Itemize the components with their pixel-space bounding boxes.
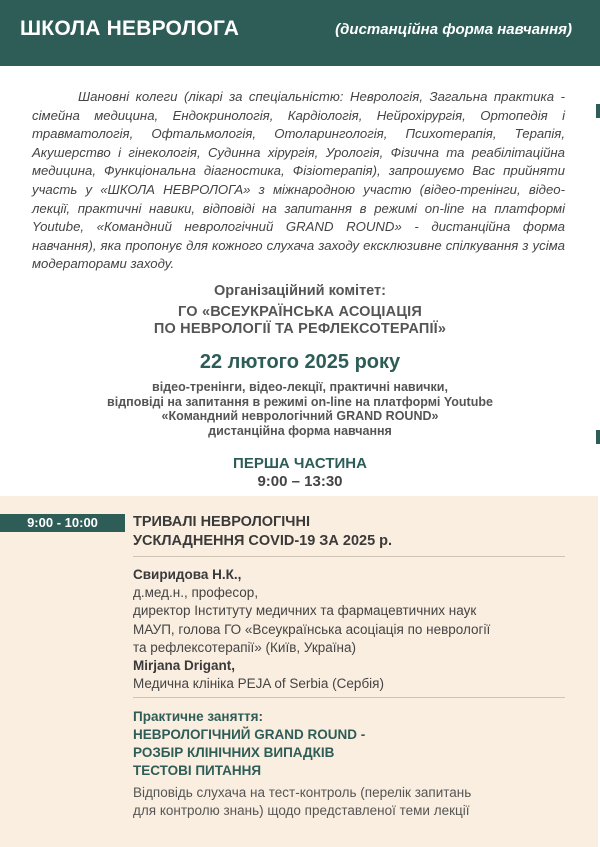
event-details: [0, 380, 600, 438]
organizer-name: [0, 304, 600, 338]
page-subtitle: (дистанційна форма навчання): [335, 21, 572, 38]
speaker-name: Свиридова Н.К.,: [133, 567, 242, 582]
part-time: 9:00 – 13:30: [257, 473, 343, 490]
event-detail-line: дистанційна форма навчання: [208, 423, 392, 438]
part-title: ПЕРША ЧАСТИНА: [233, 455, 367, 472]
speaker-info-line: та рефлексотерапії» (Київ, Україна): [133, 639, 356, 655]
divider: [133, 697, 565, 698]
speaker-info-line: д.мед.н., професор,: [133, 585, 259, 601]
event-detail-line: відео-тренінги, відео-лекції, практичні навички,: [152, 380, 448, 394]
practical-title-line: НЕВРОЛОГІЧНИЙ GRAND ROUND -: [133, 727, 366, 742]
header-bar: [0, 0, 600, 66]
speaker-list: [133, 566, 573, 693]
practical-description: [133, 784, 573, 820]
practical-title: [133, 726, 573, 780]
speaker: [133, 566, 573, 657]
practical-title-line: ТЕСТОВІ ПИТАННЯ: [133, 763, 262, 778]
session-title: [133, 513, 573, 551]
session-title-line: ТРИВАЛІ НЕВРОЛОГІЧНІ: [133, 514, 310, 530]
speaker: [133, 657, 573, 693]
speaker-info-line: директор Інституту медичних та фармацевтичних наук: [133, 603, 477, 619]
practical-desc-line: для контролю знань) щодо представленої теми лекції: [133, 803, 470, 819]
speaker-info-line: МАУП, голова ГО «Всеукраїнська асоціація по неврології: [133, 621, 491, 637]
practical-label: Практичне заняття:: [133, 709, 264, 724]
edge-marker: [596, 104, 600, 118]
event-date: 22 лютого 2025 року: [199, 351, 401, 373]
practical-title-line: РОЗБІР КЛІНІЧНИХ ВИПАДКІВ: [133, 745, 335, 760]
divider: [133, 556, 565, 557]
speaker-info-line: Медична клініка PEJA of Serbia (Сербія): [133, 676, 384, 692]
session-time: 9:00 - 10:00: [27, 515, 98, 530]
speaker-name: Mirjana Drigant,: [133, 658, 236, 674]
intro-paragraph: Шановні колеги (лікарі за спеціальністю: Неврологія, Загальна практика - сімейна медицина, Ендокринологія, Кардіологія, Нейрохірургія, Ортопедія і травматологія, Офтальмологія, Отоларингологія, Психотерапія, Терапія, Акушерство і гінекологія, Судинна хірургія, Урологія, Фізична та реабілітаційна медицина, Функціональна діагностика, Фізіотерапія), запрошуємо Вас прийняти участь у «ШКОЛА НЕВРОЛОГА» з міжнародною участю (відео-тренінги, відео-лекції, практичні навики, відповіді на запитання в режимі on-line на платформі Youtube, «Командний неврологічний GRAND ROUND» - дистанційна форма навчання), яка пропонує для кожного слухача заходу ексклюзивне спілкування з усіма модераторами заходу.: [32, 89, 565, 272]
organizer-name-line: ГО «ВСЕУКРАЇНСЬКА АСОЦІАЦІЯ: [178, 304, 422, 320]
organizer-label: Організаційний комітет:: [214, 283, 386, 299]
event-detail-line: «Командний неврологічний GRAND ROUND»: [161, 409, 439, 424]
organizer-name-line: ПО НЕВРОЛОГІЇ ТА РЕФЛЕКСОТЕРАПІЇ»: [153, 321, 447, 337]
practical-desc-line: Відповідь слухача на тест-контроль (перелік запитань: [133, 785, 472, 800]
practical-section: [133, 708, 573, 820]
page-title: ШКОЛА НЕВРОЛОГА: [20, 17, 240, 40]
event-detail-line: відповіді на запитання в режимі on-line на платформі Youtube: [107, 394, 493, 409]
session-title-line: УСКЛАДНЕННЯ COVID-19 ЗА 2025 р.: [133, 533, 393, 549]
